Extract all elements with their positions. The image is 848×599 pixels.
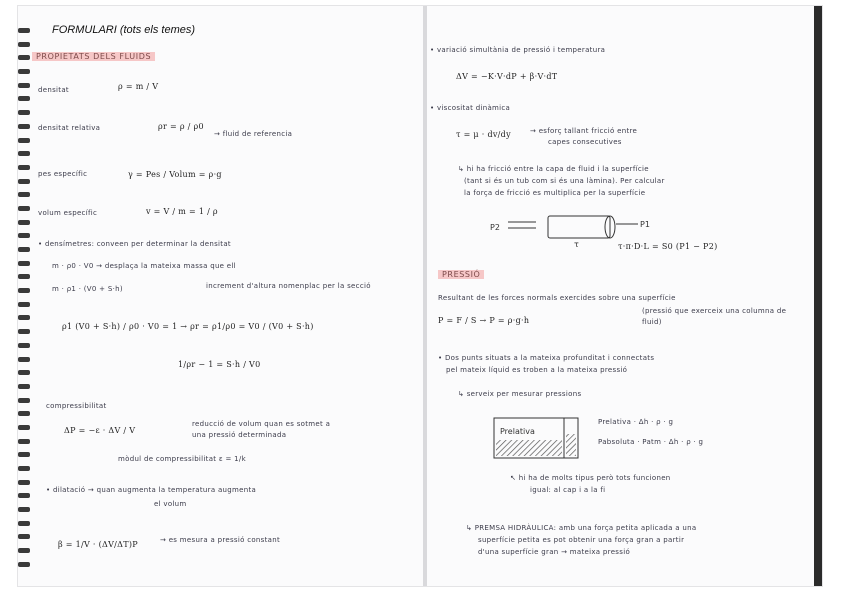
pes-especific-formula: γ = Pes / Volum = ρ·g xyxy=(128,170,222,179)
pressio-sub: ↳ serveix per mesurar pressions xyxy=(458,390,582,398)
spiral-binding xyxy=(18,28,32,576)
densimetres-note: increment d'altura nomenplac per la secció xyxy=(206,282,371,290)
notebook xyxy=(18,6,822,586)
viscositat-label: • viscositat dinàmica xyxy=(430,104,511,112)
compressibilitat-note1: reducció de volum quan es sotmet a xyxy=(192,420,331,428)
premsa-line3: d'una superfície gran → mateixa pressió xyxy=(478,548,631,556)
viscositat-note4: (tant si és un tub com si és una làmina). Per calcular xyxy=(464,177,665,185)
viscositat-note3: ↳ hi ha fricció entre la capa de fluid i la superfície xyxy=(458,165,649,173)
densimetres-eq1: m · ρ0 · V0 → desplaça la mateixa massa que ell xyxy=(52,262,236,270)
densimetres-eq3: ρ1 (V0 + S·h) / ρ0 · V0 = 1 → ρr = ρ1/ρ0 = V0 / (V0 + S·h) xyxy=(62,322,314,331)
densitat-relativa-label: densitat relativa xyxy=(38,124,101,132)
tau-label: τ xyxy=(574,240,579,248)
pressio-line1: Resultant de les forces normals exercides sobre una superfície xyxy=(438,294,676,302)
densimetres-eq4: 1/ρr − 1 = S·h / V0 xyxy=(178,360,261,369)
section-pressio: PRESSIÓ xyxy=(438,270,484,279)
pressio-b2: pel mateix líquid es troben a la mateixa pressió xyxy=(446,366,628,374)
viscositat-note2: capes consecutives xyxy=(548,138,622,146)
p1-label: P1 xyxy=(640,220,650,229)
compressibilitat-formula: ΔP = −ε · ΔV / V xyxy=(64,426,136,435)
pressio-paren: (pressió que exerceix una columna de fluid) xyxy=(642,307,787,326)
dilatacio-label2: el volum xyxy=(154,500,187,508)
pressio-b1: • Dos punts situats a la mateixa profunditat i connectats xyxy=(438,354,655,362)
pressio-pabs: Pabsoluta · Patm · Δh · ρ · g xyxy=(598,438,704,446)
compressibilitat-label: compressibilitat xyxy=(46,402,107,410)
box-label: Prelativa xyxy=(500,427,535,436)
page-gutter xyxy=(423,6,427,586)
pressio-note1: ↖ hi ha de molts tipus però tots funcionen xyxy=(510,474,671,482)
pressio-prel: Prelativa · Δh · ρ · g xyxy=(598,418,674,426)
variacio-formula: ΔV = −K·V·dP + β·V·dT xyxy=(456,72,558,81)
volum-especific-formula: v = V / m = 1 / ρ xyxy=(146,207,218,216)
manometer-diagram xyxy=(492,414,596,470)
dilatacio-label: • dilatació → quan augmenta la temperatura augmenta xyxy=(46,486,257,494)
viscositat-eq: τ·π·D·L = S0 (P1 − P2) xyxy=(618,242,718,251)
densimetres-label: • densímetres: conveen per determinar la densitat xyxy=(38,240,231,248)
dilatacio-note: → es mesura a pressió constant xyxy=(160,536,281,544)
premsa-line2: superfície petita es pot obtenir una força gran a partir xyxy=(478,536,685,544)
densimetres-eq2: m · ρ1 · (V0 + S·h) xyxy=(52,285,123,293)
section-propietats: PROPIETATS DELS FLUIDS xyxy=(32,52,155,61)
pressio-note2: igual: al cap i a la fi xyxy=(530,486,606,494)
variacio-label: • variació simultània de pressió i temperatura xyxy=(430,46,606,54)
pressio-formula: P = F / S → P = ρ·g·h xyxy=(438,316,530,325)
dilatacio-formula: β = 1/V · (ΔV/ΔT)P xyxy=(58,540,138,549)
viscositat-note1: → esforç tallant fricció entre xyxy=(530,127,638,135)
viscositat-formula: τ = μ · dv/dy xyxy=(456,130,511,139)
page-title: FORMULARI (tots els temes) xyxy=(52,24,196,36)
densitat-relativa-note: → fluid de referencia xyxy=(214,130,293,138)
densitat-formula: ρ = m / V xyxy=(118,82,159,91)
volum-especific-label: volum específic xyxy=(38,209,98,217)
viscositat-note5: la força de fricció es multiplica per la superfície xyxy=(464,189,646,197)
p2-label: P2 xyxy=(490,223,500,232)
densitat-relativa-formula: ρr = ρ / ρ0 xyxy=(158,122,204,131)
premsa-line1: ↳ PREMSA HIDRÀULICA: amb una força petita aplicada a una xyxy=(466,524,697,532)
compressibilitat-note2: una pressió determinada xyxy=(192,431,287,439)
compressibilitat-note3: mòdul de compressibilitat ε = 1/k xyxy=(118,455,246,463)
notebook-edge xyxy=(814,6,822,586)
densitat-label: densitat xyxy=(38,86,69,94)
left-page xyxy=(18,6,424,586)
pes-especific-label: pes específic xyxy=(38,170,88,178)
